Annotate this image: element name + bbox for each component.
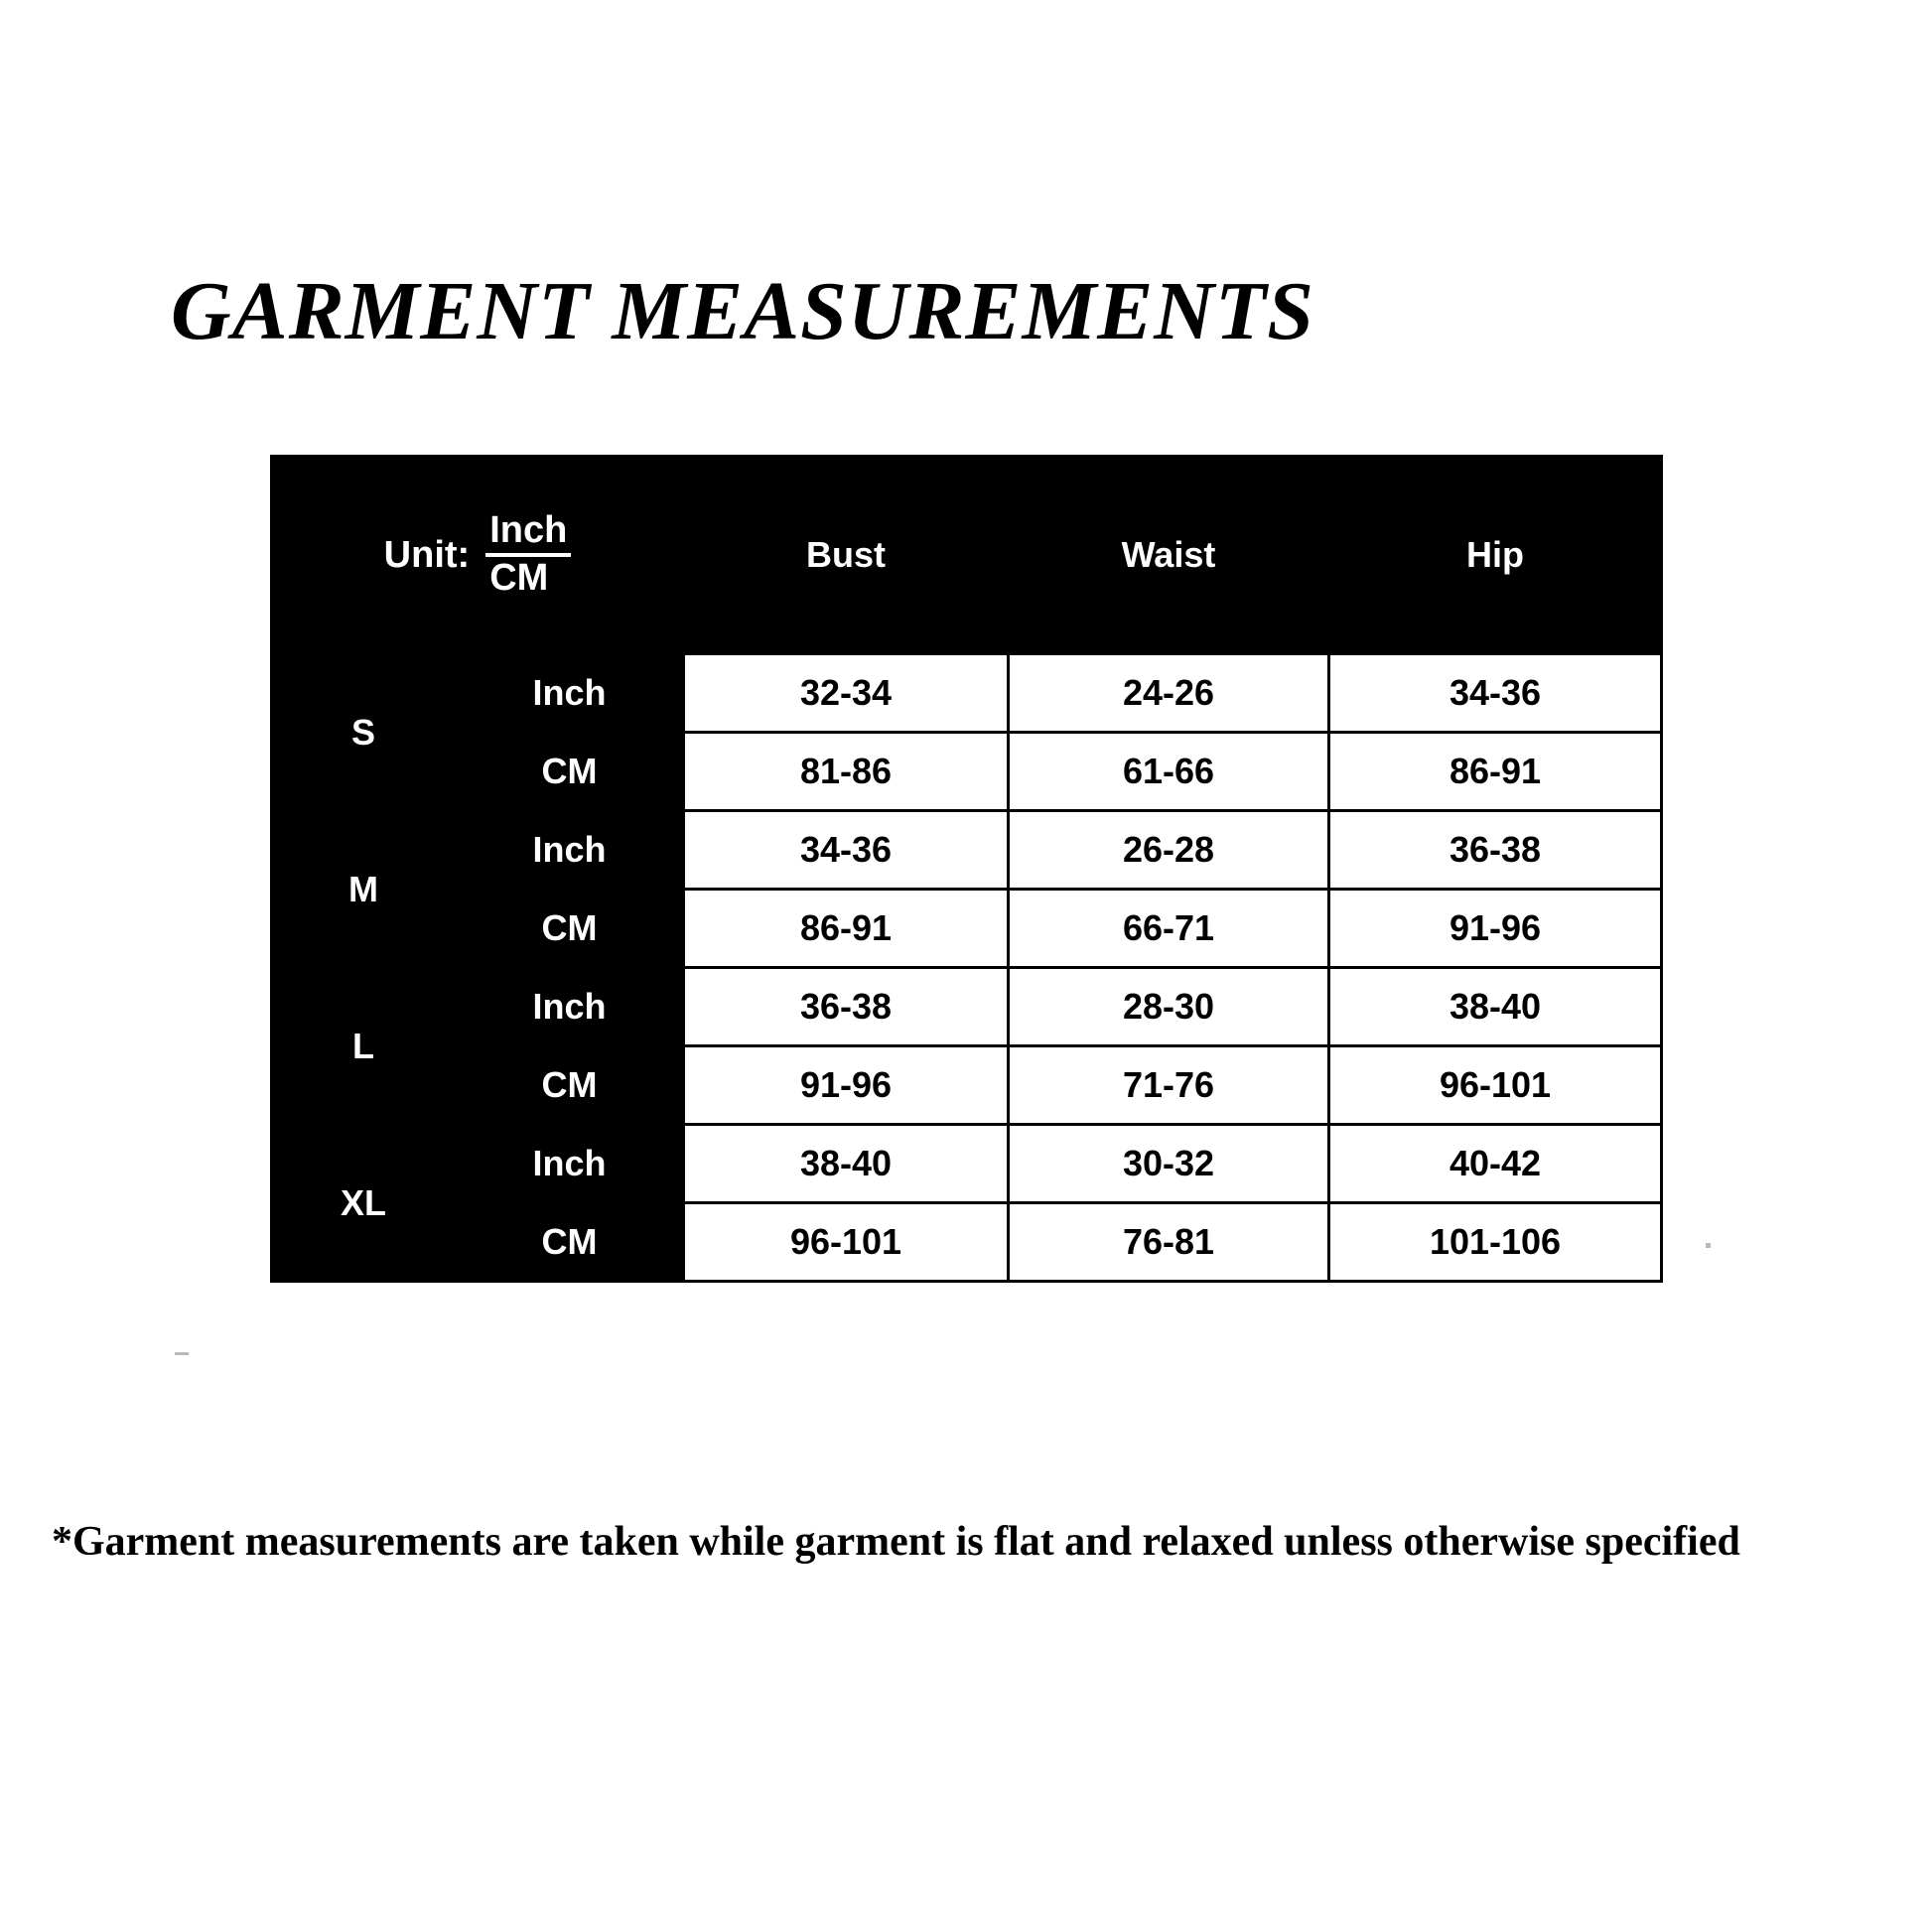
value-xl-cm-hip: 101-106 bbox=[1329, 1203, 1662, 1282]
column-header-waist: Waist bbox=[1009, 457, 1329, 654]
value-m-inch-hip: 36-38 bbox=[1329, 811, 1662, 890]
unit-cell-xl-inch: Inch bbox=[456, 1125, 684, 1203]
unit-cell-m-inch: Inch bbox=[456, 811, 684, 890]
size-label-xl: XL bbox=[272, 1125, 456, 1282]
unit-cell-s-inch: Inch bbox=[456, 654, 684, 733]
unit-label: Unit: bbox=[383, 533, 471, 576]
table-row bbox=[272, 811, 1662, 890]
value-xl-cm-bust: 96-101 bbox=[684, 1203, 1009, 1282]
table-row bbox=[272, 890, 1662, 968]
unit-fraction bbox=[485, 511, 571, 599]
value-l-cm-bust: 91-96 bbox=[684, 1046, 1009, 1125]
value-s-cm-bust: 81-86 bbox=[684, 733, 1009, 811]
unit-denominator: CM bbox=[489, 557, 549, 599]
unit-cell-l-cm: CM bbox=[456, 1046, 684, 1125]
size-chart-table-container bbox=[270, 455, 1660, 1283]
value-xl-cm-waist: 76-81 bbox=[1009, 1203, 1329, 1282]
scan-speck bbox=[175, 1352, 189, 1355]
value-l-inch-bust: 36-38 bbox=[684, 968, 1009, 1046]
value-xl-inch-waist: 30-32 bbox=[1009, 1125, 1329, 1203]
garment-measurements-table bbox=[270, 455, 1663, 1283]
unit-cell-l-inch: Inch bbox=[456, 968, 684, 1046]
column-header-hip: Hip bbox=[1329, 457, 1662, 654]
value-s-inch-hip: 34-36 bbox=[1329, 654, 1662, 733]
table-row bbox=[272, 1203, 1662, 1282]
table-row bbox=[272, 968, 1662, 1046]
size-label-m: M bbox=[272, 811, 456, 968]
unit-cell-m-cm: CM bbox=[456, 890, 684, 968]
table-row bbox=[272, 1125, 1662, 1203]
value-s-inch-bust: 32-34 bbox=[684, 654, 1009, 733]
value-m-cm-hip: 91-96 bbox=[1329, 890, 1662, 968]
unit-numerator: Inch bbox=[489, 509, 568, 552]
table-row bbox=[272, 733, 1662, 811]
footnote-text: *Garment measurements are taken while garment is flat and relaxed unless otherwise specified bbox=[52, 1519, 1740, 1565]
value-s-cm-hip: 86-91 bbox=[1329, 733, 1662, 811]
value-l-cm-waist: 71-76 bbox=[1009, 1046, 1329, 1125]
value-l-inch-hip: 38-40 bbox=[1329, 968, 1662, 1046]
scan-speck bbox=[1706, 1243, 1711, 1248]
value-m-cm-waist: 66-71 bbox=[1009, 890, 1329, 968]
value-s-cm-waist: 61-66 bbox=[1009, 733, 1329, 811]
value-l-inch-waist: 28-30 bbox=[1009, 968, 1329, 1046]
table-row bbox=[272, 654, 1662, 733]
table-row bbox=[272, 1046, 1662, 1125]
value-s-inch-waist: 24-26 bbox=[1009, 654, 1329, 733]
value-xl-inch-hip: 40-42 bbox=[1329, 1125, 1662, 1203]
value-m-cm-bust: 86-91 bbox=[684, 890, 1009, 968]
size-label-l: L bbox=[272, 968, 456, 1125]
value-m-inch-bust: 34-36 bbox=[684, 811, 1009, 890]
value-m-inch-waist: 26-28 bbox=[1009, 811, 1329, 890]
page-title: GARMENT MEASUREMENTS bbox=[171, 265, 1314, 357]
value-xl-inch-bust: 38-40 bbox=[684, 1125, 1009, 1203]
table-header-row bbox=[272, 457, 1662, 654]
column-header-bust: Bust bbox=[684, 457, 1009, 654]
unit-cell-s-cm: CM bbox=[456, 733, 684, 811]
unit-header-cell bbox=[272, 457, 684, 654]
value-l-cm-hip: 96-101 bbox=[1329, 1046, 1662, 1125]
size-label-s: S bbox=[272, 654, 456, 811]
unit-cell-xl-cm: CM bbox=[456, 1203, 684, 1282]
